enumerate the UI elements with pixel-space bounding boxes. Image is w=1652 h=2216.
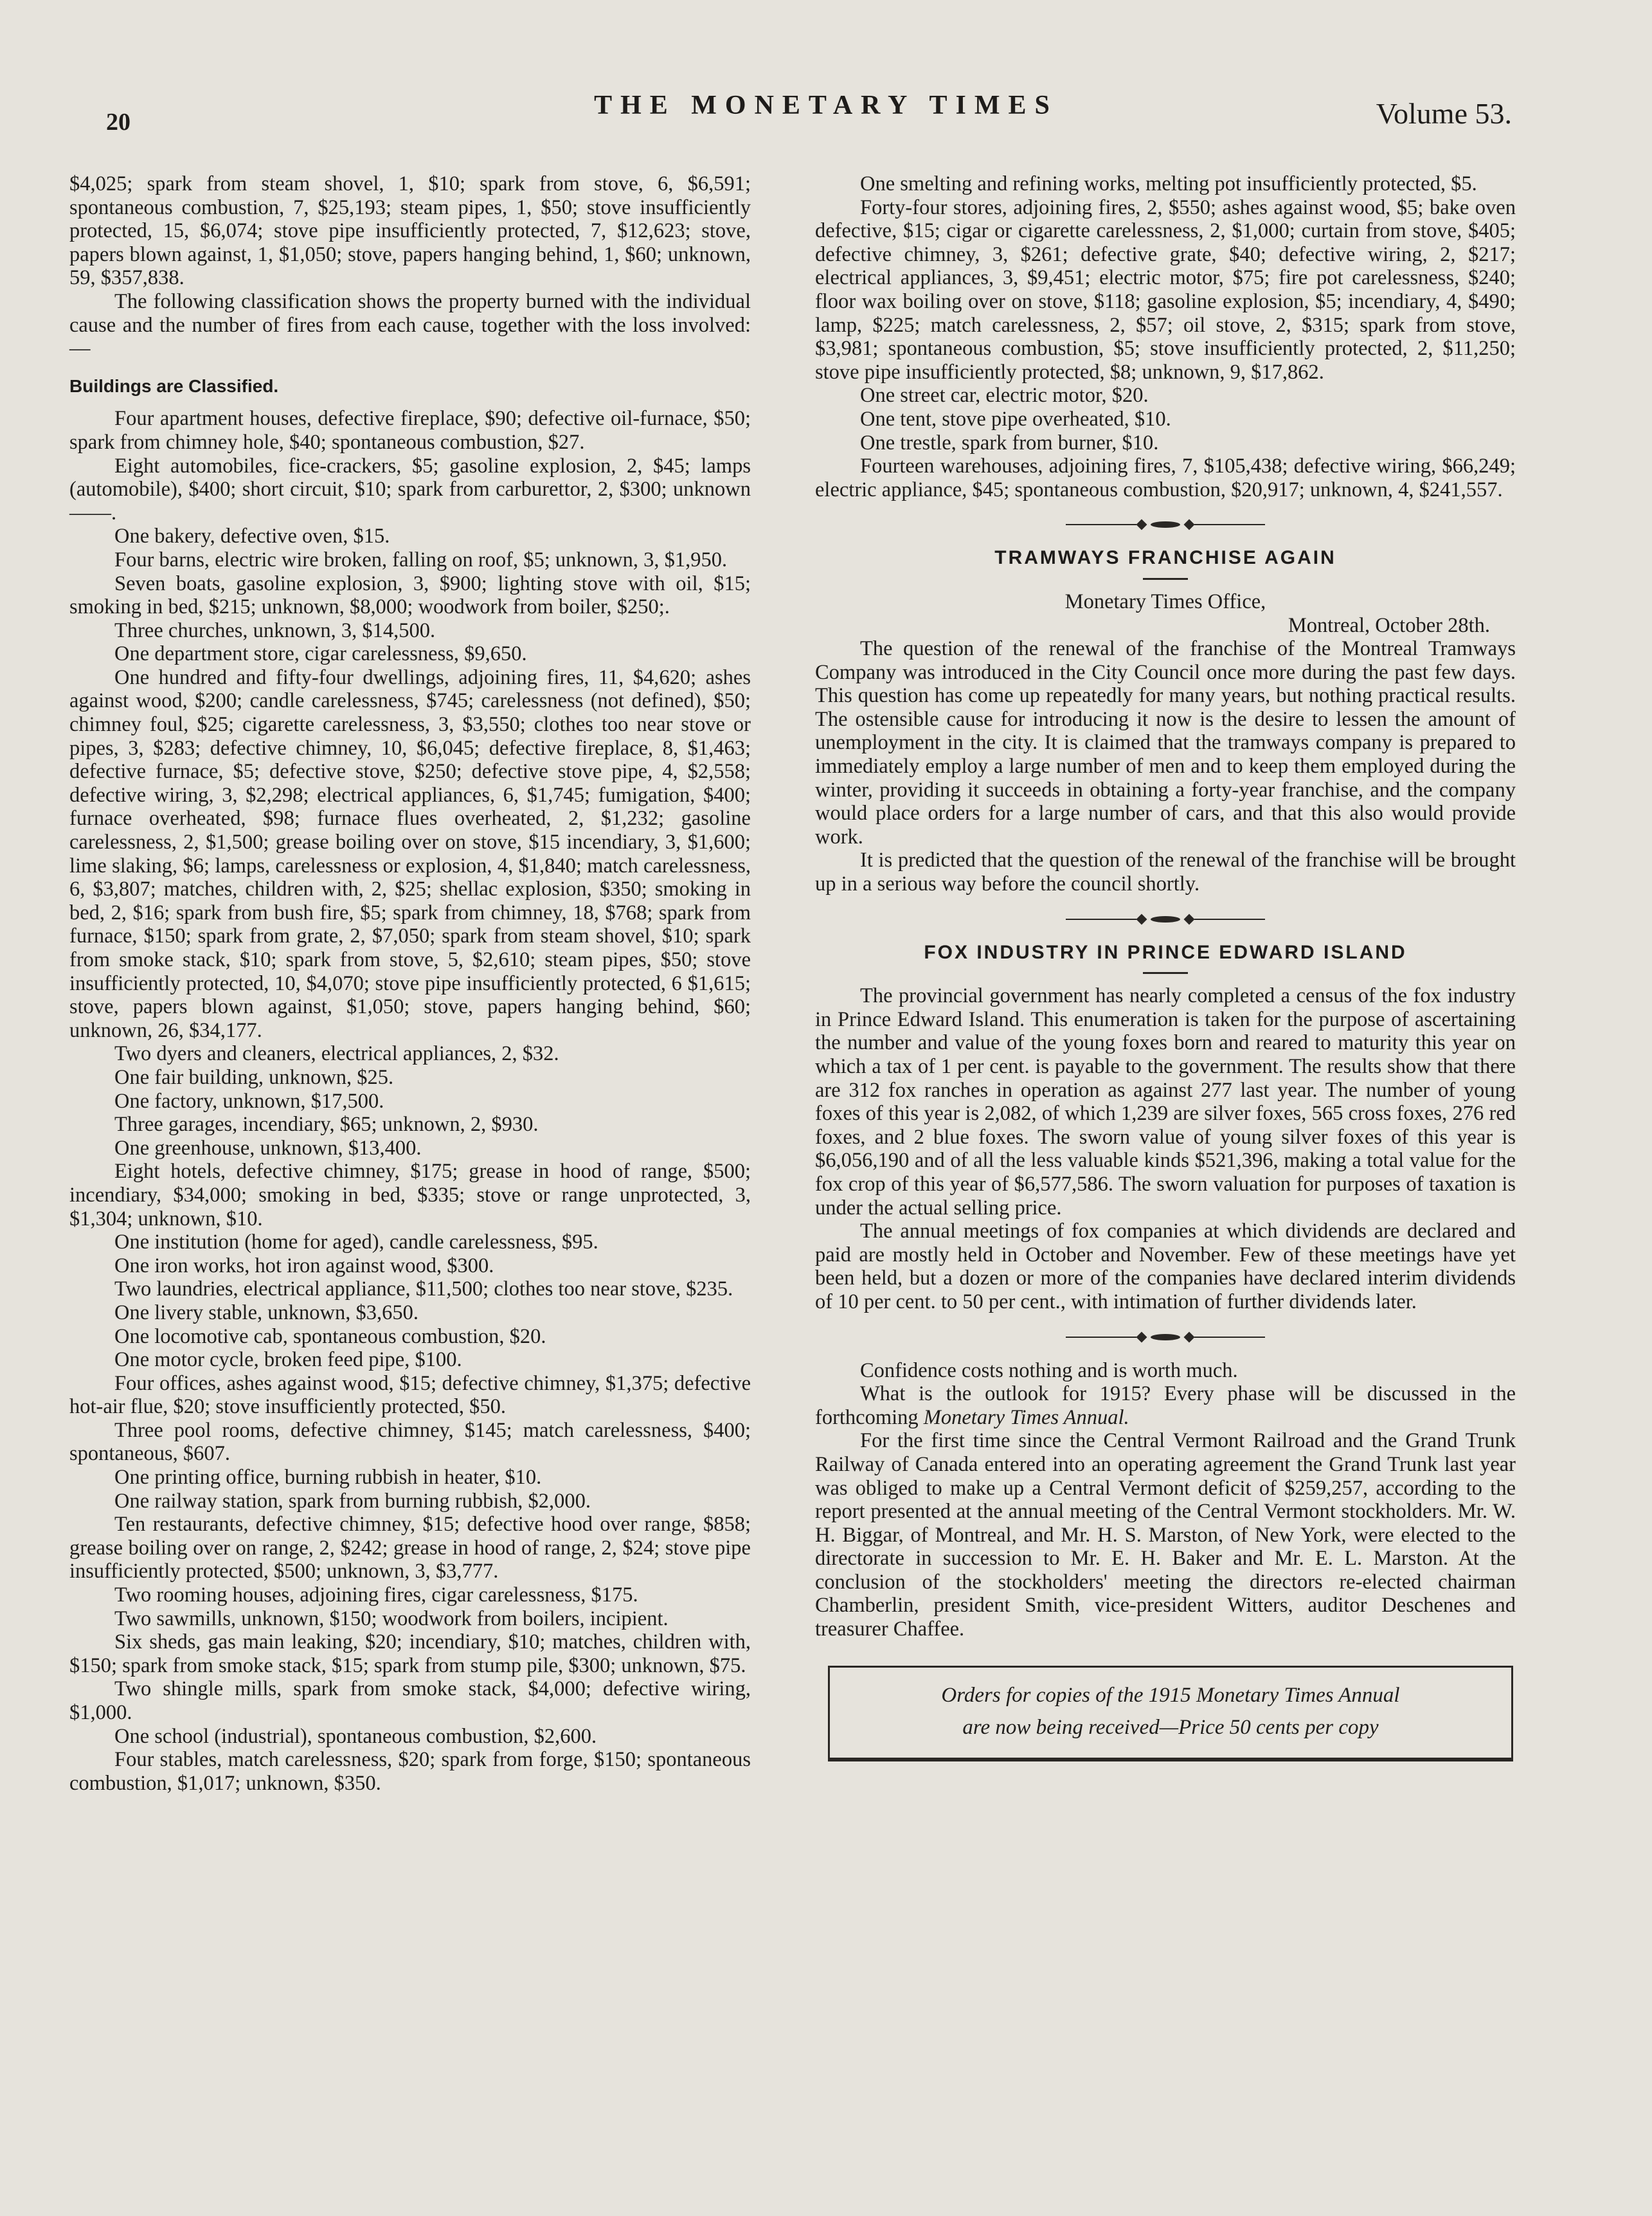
fire-loss-entry: One factory, unknown, $17,500. (114, 1089, 384, 1113)
fire-loss-entry: Four apartment houses, defective fireplace, $90; defective oil-furnace, $50; spark from chimney hole, $40; spontaneous combustion, $27. (69, 407, 751, 454)
running-header (0, 90, 1652, 135)
outlook-paragraph (815, 1382, 1516, 1429)
fire-loss-list (69, 407, 751, 1795)
fire-loss-entry: Two sawmills, unknown, $150; woodwork from boilers, incipient. (114, 1607, 669, 1630)
fire-loss-entry: Three pool rooms, defective chimney, $145; match carelessness, $400; spontaneous, $607. (69, 1418, 751, 1466)
fire-loss-entry: Eight hotels, defective chimney, $175; grease in hood of range, $500; incendiary, $34,000; smoking in bed, $335; stove or range unprotected, 3, $1,304; unknown, $10. (69, 1160, 751, 1230)
office-line: Monetary Times Office, (1064, 590, 1266, 613)
fire-loss-list-continued (815, 172, 1516, 501)
fire-loss-entry: Two shingle mills, spark from smoke stack, $4,000; defective wiring, $1,000. (69, 1677, 751, 1724)
classification-note: The following classification shows the property burned with the individual cause and the number of fires from each cause, together with the loss involved:— (69, 289, 751, 361)
fire-loss-entry: Six sheds, gas main leaking, $20; incendiary, $10; matches, children with, $150; spark from smoke stack, $15; spark from stump pile, $300; unknown, $75. (69, 1630, 751, 1677)
article-title: FOX INDUSTRY IN PRINCE EDWARD ISLAND (924, 941, 1407, 963)
fire-loss-entry: One institution (home for aged), candle carelessness, $95. (114, 1230, 598, 1254)
fire-loss-entry: One tent, stove pipe overheated, $10. (860, 407, 1171, 431)
right-column (815, 172, 1516, 1761)
fire-loss-entry: Four barns, electric wire broken, falling on roof, $5; unknown, 3, $1,950. (114, 548, 728, 572)
advert-line: are now being received—Price 50 cents per copy (962, 1715, 1379, 1739)
fire-loss-entry: One printing office, burning rubbish in heater, $10. (114, 1466, 542, 1490)
article-paragraph: The provincial government has nearly completed a census of the fox industry in Prince Edward Island. This enumeration is taken for the purpose of ascertaining the number and value of the young foxes born and reared to maturity this year on which a tax of 1 per cent. is payable to the government. The results show that there are 312 fox ranches in operation as against 277 last year. The number of young foxes of this year is 2,082, of which 1,239 are silver foxes, 565 cross foxes, 276 red foxes, and 2 blue foxes. The sworn value of young silver foxes of this year is $6,056,190 and of all the less valuable kinds $521,396, making a total value for the fox crop of this year of $6,577,586. The sworn valuation for purposes of taxation is under the actual selling price. (815, 984, 1516, 1220)
article-paragraph: It is predicted that the question of the renewal of the franchise will be brought up in a serious way before the council shortly. (815, 849, 1516, 896)
confidence-line: Confidence costs nothing and is worth much. (860, 1358, 1238, 1382)
fire-loss-entry: One hundred and fifty-four dwellings, adjoining fires, 11, $4,620; ashes against wood, $200; candle carelessness, $745; carelessness (not defined), $50; chimney foul, $25; cigarette carelessness, 3, $3,550; clothes too near stove or pipes, 3, $283; defective chimney, 10, $6,045; defective fireplace, 8, $1,463; defective furnace, $5; defective stove, $250; defective stove pipe, 4, $2,558; defective wiring, 3, $2,298; electrical appliances, 6, $1,745; fumigation, $400; furnace overheated, $98; furnace flues overheated, 2, $1,232; gasoline carelessness, 2, $1,500; grease boiling over on stove, $15 incendiary, 3, $1,600; lime slaking, $6; lamps, carelessness or explosion, 4, $1,840; match carelessness, 6, $3,807; matches, children with, 2, $25; shellac explosion, $350; smoking in bed, 2, $16; spark from bush fire, $5; spark from chimney, 18, $768; spark from furnace, $150; spark from grate, 2, $7,050; spark from steam shovel, $10; spark from smoke stack, $10; spark from stove, 5, $2,610; steam pipes, $50; stove insufficiently protected, 10, $4,070; stove pipe insufficiently protected, 6 $1,615; stove, papers blown against, $1,050; stove, papers hanging behind, $60; unknown, 26, $34,177. (69, 665, 751, 1042)
fire-loss-entry: Forty-four stores, adjoining fires, 2, $550; ashes against wood, $5; bake oven defective, $15; cigar or cigarette carelessness, 2, $1,000; curtain from stove, $405; defective chimney, 3, $261; defective grate, $40; defective wiring, 2, $217; electrical appliances, 3, $9,451; electric motor, $75; fire pot carelessness, $240; floor wax boiling over on stove, $118; gasoline explosion, $5; incendiary, 4, $490; lamp, $225; match carelessness, 2, $57; oil stove, 2, $315; spark from stove, $3,981; spontaneous combustion, $5; stove insufficiently protected, 2, $11,250; stove pipe insufficiently protected, $8; unknown, 9, $17,862. (815, 195, 1516, 384)
ornament-divider (815, 906, 1516, 932)
article-paragraph: The question of the renewal of the franchise of the Montreal Tramways Company was introduced in the City Council once more during the past few days. This question has come up repeatedly for many years, but nothing practical results. The ostensible cause for introducing it now is the desire to lessen the amount of unemployment in the city. It is claimed that the tramways company is prepared to immediately employ a large number of men and to keep them employed during the winter, providing it succeeds in obtaining a forty-year franchise, and the company would place orders for a large number of cars, and that this also would provide work. (815, 637, 1516, 849)
advert-line: Orders for copies of the 1915 Monetary Times Annual (941, 1683, 1400, 1707)
fire-loss-entry: One railway station, spark from burning rubbish, $2,000. (114, 1489, 591, 1513)
fire-loss-entry: One greenhouse, unknown, $13,400. (114, 1136, 422, 1160)
fire-loss-entry: Eight automobiles, fice-crackers, $5; gasoline explosion, 2, $45; lamps (automobile), $400; short circuit, $10; spark from carburettor, 2, $300; unknown ——. (69, 454, 751, 525)
article-title: TRAMWAYS FRANCHISE AGAIN (994, 547, 1336, 569)
fire-loss-entry: One locomotive cab, spontaneous combustion, $20. (114, 1324, 546, 1348)
title-rule (1143, 972, 1188, 974)
vermont-paragraph: For the first time since the Central Vermont Railroad and the Grand Trunk Railway of Canada entered into an operating agreement the Grand Trunk last year was obliged to make up a Central Vermont deficit of $259,257, according to the report presented at the annual meeting of the Central Vermont stockholders. Mr. W. H. Biggar, of Montreal, and Mr. H. S. Marston, of New York, were elected to the directorate in succession to Mr. E. H. Baker and Mr. E. L. Marston. At the conclusion of the stockholders' meeting the directors re-elected chairman Chamberlin, president Smith, vice-president Witters, auditor Deschenes and treasurer Chaffee. (815, 1429, 1516, 1641)
fire-loss-entry: Two rooming houses, adjoining fires, cigar carelessness, $175. (114, 1583, 638, 1607)
volume-number: Volume 53. (1376, 97, 1512, 130)
fox-industry-article (815, 941, 1516, 1314)
fire-loss-entry: Fourteen warehouses, adjoining fires, 7, $105,438; defective wiring, $66,249; electric appliance, $45; spontaneous combustion, $20,917; unknown, 4, $241,557. (815, 455, 1516, 501)
fire-loss-entry: Four stables, match carelessness, $20; spark from forge, $150; spontaneous combustion, $1,017; unknown, $350. (69, 1748, 751, 1795)
fire-loss-entry: One street car, electric motor, $20. (860, 384, 1149, 408)
article-paragraph: The annual meetings of fox companies at which dividends are declared and paid are mostly held in October and November. Few of these meetings have yet been held, but a dozen or more of the companies have declared interim dividends of 10 per cent. to 50 per cent., with intimation of further dividends later. (815, 1220, 1516, 1313)
left-column (69, 172, 751, 1795)
outlook-text: What is the outlook for 1915? Every phase will be discussed in the forthcoming (815, 1382, 1516, 1429)
intro-paragraph: $4,025; spark from steam shovel, 1, $10; spark from stove, 6, $6,591; spontaneous combustion, 7, $25,193; steam pipes, 1, $50; stove insufficiently protected, 15, $6,074; stove pipe insufficiently protected, 7, $12,623; stove, papers blown against, 1, $1,050; stove, papers hanging behind, 1, $60; unknown, 59, $357,838. (69, 172, 751, 290)
fire-loss-entry: One fair building, unknown, $25. (114, 1065, 394, 1089)
fire-loss-entry: One school (industrial), spontaneous combustion, $2,600. (114, 1724, 597, 1748)
subhead-buildings: Buildings are Classified. (69, 375, 279, 396)
annual-title: Monetary Times Annual. (923, 1405, 1129, 1429)
fire-loss-entry: One bakery, defective oven, $15. (114, 525, 390, 548)
fire-loss-entry: Three garages, incendiary, $65; unknown, 2, $930. (114, 1113, 539, 1137)
dateline: Montreal, October 28th. (1288, 613, 1490, 637)
title-rule (1143, 578, 1188, 580)
annual-advert-box (828, 1666, 1513, 1761)
fire-loss-entry: One livery stable, unknown, $3,650. (114, 1301, 418, 1324)
fire-loss-entry: Three churches, unknown, 3, $14,500. (114, 618, 436, 642)
ornament-divider (815, 512, 1516, 537)
ornament-divider (815, 1324, 1516, 1350)
tramways-article (815, 546, 1516, 896)
fire-loss-entry: One smelting and refining works, melting pot insufficiently protected, $5. (860, 172, 1477, 195)
fire-loss-entry: Seven boats, gasoline explosion, 3, $900; lighting stove with oil, $15; smoking in bed, $215; unknown, $8,000; woodwork from boiler, $250;. (69, 572, 751, 619)
fire-loss-entry: One iron works, hot iron against wood, $300. (114, 1254, 494, 1277)
fire-loss-entry: Two dyers and cleaners, electrical appliances, 2, $32. (114, 1042, 559, 1066)
page-number: 20 (106, 109, 130, 136)
fire-loss-entry: One trestle, spark from burner, $10. (860, 431, 1159, 455)
fire-loss-entry: Four offices, ashes against wood, $15; defective chimney, $1,375; defective hot-air flue, $20; stove insufficiently protected, $50. (69, 1371, 751, 1419)
fire-loss-entry: Ten restaurants, defective chimney, $15; defective hood over range, $858; grease boiling over on range, 2, $242; grease in hood of range, 2, $24; stove pipe insufficiently protected, $500; unknown, 3, $3,777. (69, 1513, 751, 1583)
masthead-title: THE MONETARY TIMES (594, 91, 1058, 120)
fire-loss-entry: One motor cycle, broken feed pipe, $100. (114, 1348, 462, 1372)
fire-loss-entry: One department store, cigar carelessness, $9,650. (114, 642, 527, 666)
fire-loss-entry: Two laundries, electrical appliance, $11,500; clothes too near stove, $235. (114, 1277, 733, 1301)
